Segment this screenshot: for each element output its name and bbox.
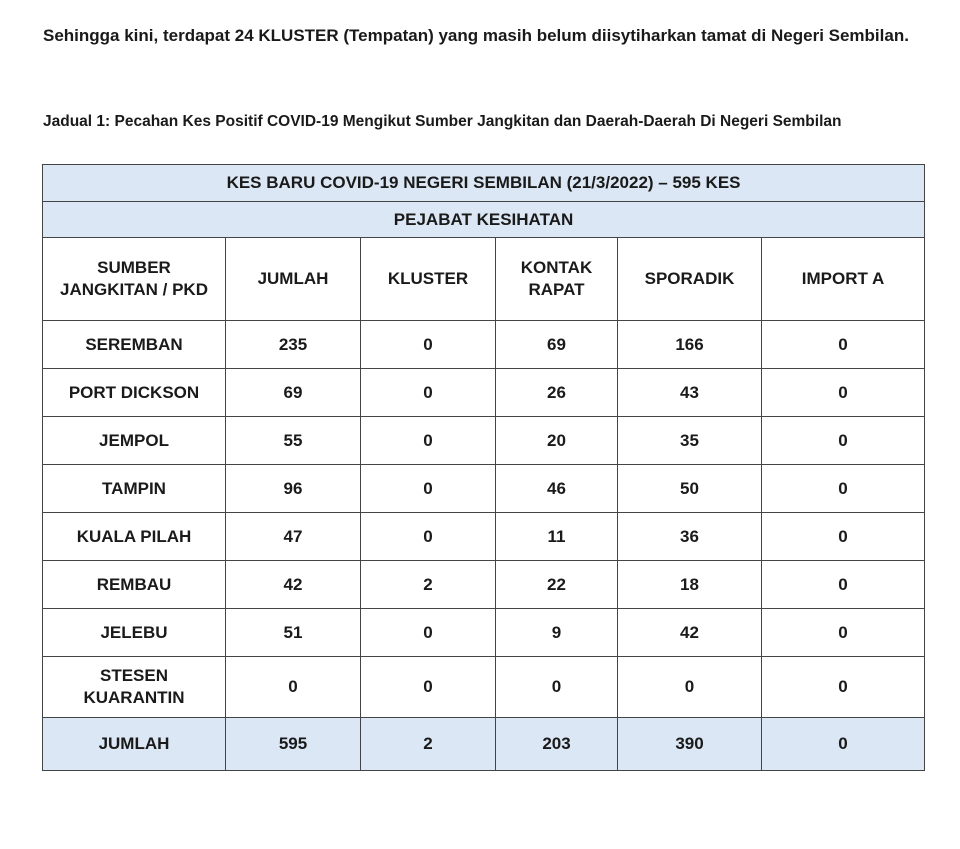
header-kontak-label: KONTAK RAPAT: [520, 258, 593, 299]
cell-kontak: 69: [496, 321, 618, 369]
row-name: [43, 657, 226, 718]
cell-import: 0: [762, 417, 925, 465]
cell-sporadik: 50: [618, 465, 762, 513]
table-row: [43, 321, 925, 369]
row-name: SEREMBAN: [43, 321, 226, 369]
header-sporadik: SPORADIK: [618, 238, 762, 321]
row-name: TAMPIN: [43, 465, 226, 513]
cell-kluster: 0: [361, 657, 496, 718]
total-sporadik: 390: [618, 718, 762, 771]
cell-kluster: 0: [361, 465, 496, 513]
table-row: [43, 465, 925, 513]
cell-sporadik: 166: [618, 321, 762, 369]
table-total-row: [43, 718, 925, 771]
cell-kontak: 20: [496, 417, 618, 465]
cell-import: 0: [762, 561, 925, 609]
cell-jumlah: 55: [226, 417, 361, 465]
row-name: KUALA PILAH: [43, 513, 226, 561]
cell-sporadik: 42: [618, 609, 762, 657]
cell-jumlah: 0: [226, 657, 361, 718]
row-name-label: STESEN KUARANTIN: [83, 666, 185, 707]
cell-kontak: 9: [496, 609, 618, 657]
cell-import: 0: [762, 609, 925, 657]
cell-kontak: 22: [496, 561, 618, 609]
table-banner-row: [43, 165, 925, 202]
table-row: [43, 561, 925, 609]
header-kluster: KLUSTER: [361, 238, 496, 321]
covid-cases-table: [42, 164, 925, 771]
table-caption: Jadual 1: Pecahan Kes Positif COVID-19 Mengikut Sumber Jangkitan dan Daerah-Daerah Di Negeri Sembilan: [43, 113, 842, 130]
cell-kluster: 2: [361, 561, 496, 609]
total-name: JUMLAH: [43, 718, 226, 771]
total-import: 0: [762, 718, 925, 771]
cell-kluster: 0: [361, 321, 496, 369]
header-jumlah: JUMLAH: [226, 238, 361, 321]
table-row: [43, 609, 925, 657]
cell-jumlah: 96: [226, 465, 361, 513]
cell-sporadik: 43: [618, 369, 762, 417]
cell-sporadik: 36: [618, 513, 762, 561]
cell-import: 0: [762, 321, 925, 369]
cell-jumlah: 235: [226, 321, 361, 369]
table-subbanner: PEJABAT KESIHATAN: [43, 202, 925, 238]
row-name: JEMPOL: [43, 417, 226, 465]
row-name: JELEBU: [43, 609, 226, 657]
intro-text: Sehingga kini, terdapat 24 KLUSTER (Tempatan) yang masih belum diisytiharkan tamat di Negeri Sembilan.: [43, 26, 909, 45]
cell-import: 0: [762, 513, 925, 561]
table-row: [43, 369, 925, 417]
header-sumber-label: SUMBER JANGKITAN / PKD: [60, 258, 208, 299]
table-banner: KES BARU COVID-19 NEGERI SEMBILAN (21/3/2022) – 595 KES: [43, 165, 925, 202]
cell-jumlah: 51: [226, 609, 361, 657]
cell-import: 0: [762, 657, 925, 718]
header-sumber: [43, 238, 226, 321]
row-name: PORT DICKSON: [43, 369, 226, 417]
cell-jumlah: 42: [226, 561, 361, 609]
cell-kontak: 0: [496, 657, 618, 718]
total-jumlah: 595: [226, 718, 361, 771]
header-import: IMPORT A: [762, 238, 925, 321]
cell-kontak: 26: [496, 369, 618, 417]
total-kluster: 2: [361, 718, 496, 771]
cell-import: 0: [762, 369, 925, 417]
table-row: [43, 657, 925, 718]
cell-kluster: 0: [361, 417, 496, 465]
header-kontak: [496, 238, 618, 321]
cell-import: 0: [762, 465, 925, 513]
table-row: [43, 417, 925, 465]
row-name: REMBAU: [43, 561, 226, 609]
table-subbanner-row: [43, 202, 925, 238]
cell-kontak: 11: [496, 513, 618, 561]
cell-sporadik: 0: [618, 657, 762, 718]
table-header-row: [43, 238, 925, 321]
cell-kluster: 0: [361, 609, 496, 657]
cell-sporadik: 35: [618, 417, 762, 465]
cell-kontak: 46: [496, 465, 618, 513]
table-row: [43, 513, 925, 561]
cell-jumlah: 69: [226, 369, 361, 417]
cell-kluster: 0: [361, 513, 496, 561]
cell-kluster: 0: [361, 369, 496, 417]
cell-jumlah: 47: [226, 513, 361, 561]
total-kontak: 203: [496, 718, 618, 771]
cell-sporadik: 18: [618, 561, 762, 609]
